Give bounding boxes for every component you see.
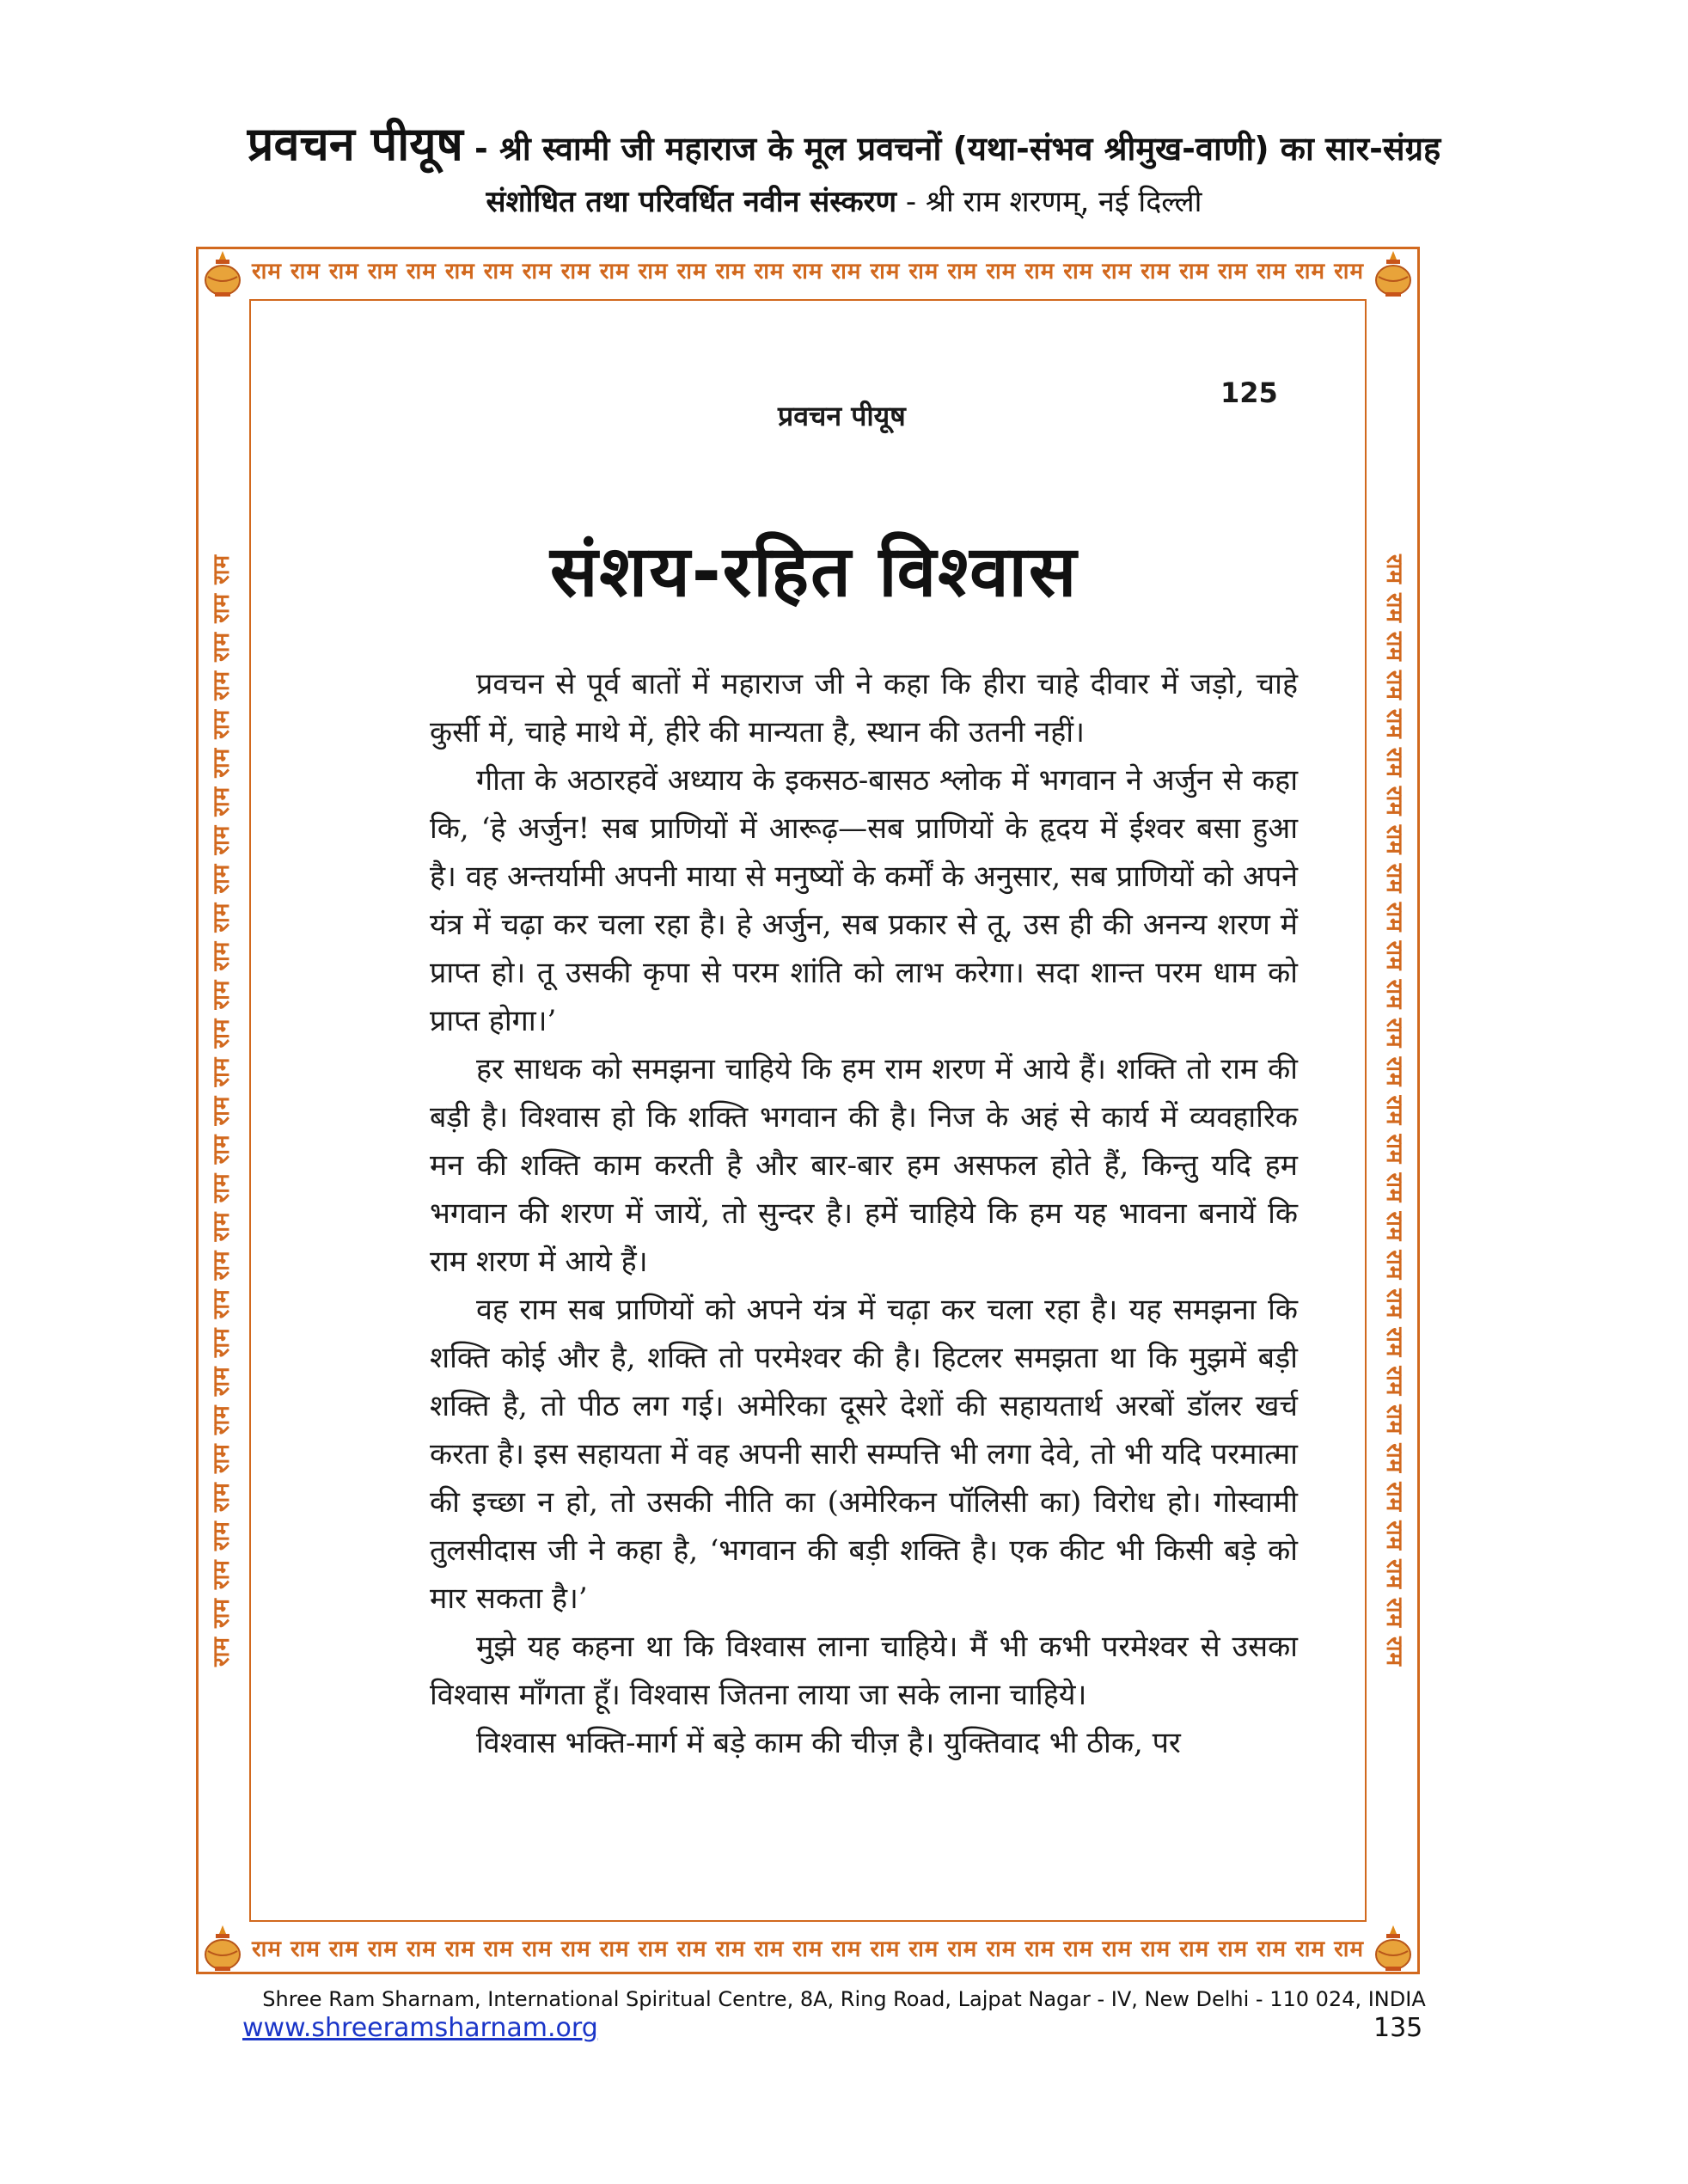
page-header-subtitle [0,180,1688,220]
kalash-icon [201,249,244,297]
border-text-left: राम राम राम राम राम राम राम राम राम राम राम राम राम राम राम राम राम राम राम राम राम राम राम राम राम राम राम राम राम [209,554,235,1667]
footer-address: Shree Ram Sharnam, International Spiritual Centre, 8A, Ring Road, Lajpat Nagar - IV, New Delhi - 110 024, INDIA [262,1987,1426,2011]
paragraph: हर साधक को समझना चाहिये कि हम राम शरण में आये हैं। शक्ति तो राम की बड़ी है। विश्वास हो कि शक्ति भगवान की है। निज के अहं से कार्य में व्यवहारिक मन की शक्ति काम करती है और बार-बार हम असफल होते हैं, किन्तु यदि हम भगवान की शरण में जायें, तो सुन्दर है। हमें चाहिये कि हम यह भावना बनायें कि राम शरण में आये हैं। [430,1052,1298,1279]
page-header-title [0,110,1688,174]
kalash-icon [1372,1924,1415,1972]
border-text-top: राम राम राम राम राम राम राम राम राम राम राम राम राम राम राम राम राम राम राम राम राम राम राम राम राम राम राम राम राम [251,259,1364,284]
kalash-icon [201,1924,244,1972]
book-page-title: प्रवचन पीयूष [778,400,906,432]
paragraph: प्रवचन से पूर्व बातों में महाराज जी ने कहा कि हीरा चाहे दीवार में जड़ो, चाहे कुर्सी में, चाहे माथे में, हीरे की मान्यता है, स्थान की उतनी नहीं। [430,667,1298,749]
paragraph: गीता के अठारहवें अध्याय के इकसठ-बासठ श्लोक में भगवान ने अर्जुन से कहा कि, ‘हे अर्जुन! सब प्राणियों में आरूढ़—सब प्राणियों के हृदय में ईश्वर बसा हुआ है। वह अन्तर्यामी अपनी माया से मनुष्यों के कर्मों के अनुसार, सब प्राणियों को अपने यंत्र में चढ़ा कर चला रहा है। हे अर्जुन, सब प्रकार से तू, उस ही की अनन्य शरण में प्राप्त हो। तू उसकी कृपा से परम शांति को लाभ करेगा। सदा शान्त परम धाम को प्राप्त होगा।’ [430,763,1298,1038]
border-text-right: राम राम राम राम राम राम राम राम राम राम राम राम राम राम राम राम राम राम राम राम राम राम राम राम राम राम राम राम राम [1381,554,1407,1667]
kalash-icon [1372,249,1415,297]
paragraph: विश्वास भक्ति-मार्ग में बड़े काम की चीज़ है। युक्तिवाद भी ठीक, पर [476,1726,1181,1760]
chapter-body [430,660,1298,1767]
header-subtitle-bold: संशोधित तथा परिवर्धित नवीन संस्करण [486,185,897,219]
chapter-title: संशय-रहित विश्वास [550,531,1079,613]
header-subtitle-rest: - श्री राम शरणम्, नई दिल्ली [896,185,1202,219]
footer-page-number: 135 [1373,2013,1423,2043]
paragraph: मुझे यह कहना था कि विश्वास लाना चाहिये। मैं भी कभी परमेश्वर से उसका विश्वास माँगता हूँ। विश्वास जितना लाया जा सके लाना चाहिये। [430,1630,1298,1712]
paragraph: वह राम सब प्राणियों को अपने यंत्र में चढ़ा कर चला रहा है। यह समझना कि शक्ति कोई और है, शक्ति तो परमेश्वर की है। हिटलर समझता था कि मुझमें बड़ी शक्ति है, तो पीठ लग गई। अमेरिका दूसरे देशों की सहायतार्थ अरबों डॉलर खर्च करता है। इस सहायता में वह अपनी सारी सम्पत्ति भी लगा देवे, तो भी यदि परमात्मा की इच्छा न हो, तो उसकी नीति का (अमेरिकन पॉलिसी का) विरोध हो। गोस्वामी तुलसीदास जी ने कहा है, ‘भगवान की बड़ी शक्ति है। एक कीट भी किसी बड़े को मार सकता है।’ [430,1293,1298,1616]
border-text-bottom: राम राम राम राम राम राम राम राम राम राम राम राम राम राम राम राम राम राम राम राम राम राम राम राम राम राम राम राम राम [251,1936,1364,1962]
header-title-rest: - श्री स्वामी जी महाराज के मूल प्रवचनों (यथा-संभव श्रीमुख-वाणी) का सार-संग्रह [462,130,1441,168]
book-page-number: 125 [1220,376,1278,409]
website-link[interactable]: www.shreeramsharnam.org [242,2013,598,2043]
header-title-main: प्रवचन पीयूष [247,117,463,171]
